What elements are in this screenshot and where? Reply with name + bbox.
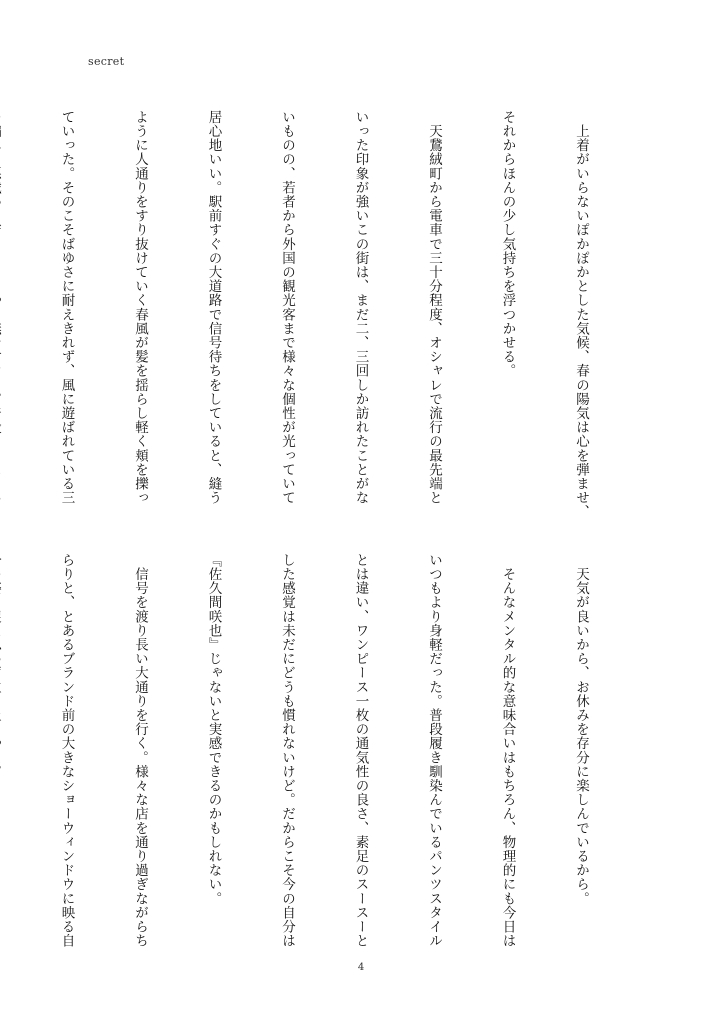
text-line bbox=[0, 553, 5, 973]
text-block-lower bbox=[0, 553, 642, 973]
text-line: ていった。そのこそばゆさに耐えきれず、風に遊ばれている三 bbox=[58, 110, 75, 505]
text-line: いった印象が強いこの街は、まだ二、三回しか訪れたことがな bbox=[352, 110, 369, 505]
text-line: いものの、若者から外国の観光客まで様々な個性が光っていて bbox=[279, 110, 295, 505]
text-line: 上着がいらないぽかぽかとした気候、春の陽気は心を弾ませ、 bbox=[573, 110, 589, 519]
text-line: いつもより身軽だった。普段履き馴染んでいるパンツスタイル bbox=[426, 553, 442, 948]
text-line: とは違い、ワンピース一枚の通気性の良さ、素足のスースーと bbox=[352, 553, 369, 948]
text-block-upper bbox=[0, 110, 642, 519]
text-line bbox=[0, 110, 5, 510]
text-line: 信号を渡り長い大通りを行く。様々な店を通り過ぎながらち bbox=[132, 553, 148, 948]
text-line: それからほんの少し気持ちを浮つかせる。 bbox=[499, 110, 516, 378]
text-line: そんなメンタル的な意味合いはもちろん、物理的にも今日は bbox=[499, 553, 516, 948]
text-line: した感覚は未だにどうも慣れないけど。だからこそ今の自分は bbox=[279, 553, 295, 948]
text-line: らりと、とあるブランド前の大きなショーウィンドウに映る自 bbox=[58, 553, 75, 948]
page-number: 4 bbox=[357, 962, 365, 973]
text-line: 天鵞絨町から電車で三十分程度、オシャレで流行の最先端と bbox=[426, 110, 442, 505]
text-line: 『佐久間咲也』じゃないと実感できるのかもしれない。 bbox=[205, 553, 222, 906]
text-line: 天気が良いから、お休みを存分に楽しんでいるから。 bbox=[573, 553, 589, 906]
running-header: secret bbox=[88, 55, 125, 68]
text-line: 居心地いい。駅前すぐの大道路で信号待ちをしていると、縫う bbox=[205, 110, 222, 505]
text-line: ように人通りをすり抜けていく春風が髪を揺らし軽く頬を擽っ bbox=[132, 110, 148, 505]
